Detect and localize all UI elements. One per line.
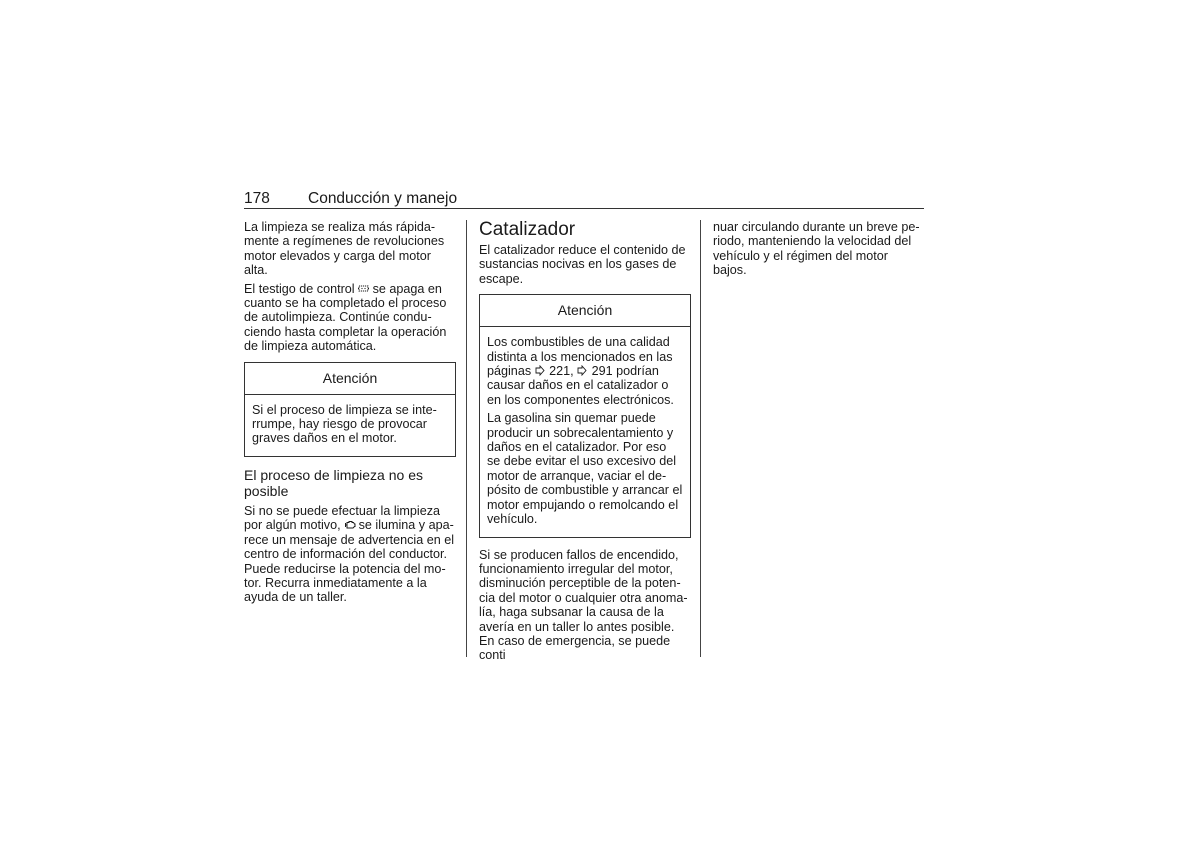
page-reference[interactable]: 221: [549, 364, 571, 379]
column-left: [244, 220, 456, 609]
attention-text: Si el proceso de limpieza se interrumpe, hay riesgo de provocar graves daños en el motor.: [252, 402, 437, 446]
page-number: 178: [244, 190, 270, 207]
paragraph: El catalizador reduce el contenido de sustancias nocivas en los gases de escape.: [479, 243, 686, 286]
attention-box-title: Atención: [480, 295, 690, 327]
section-title: Conducción y manejo: [308, 190, 458, 207]
engine-check-icon: [344, 519, 355, 530]
attention-box-body: [480, 327, 690, 536]
attention-text: La gasolina sin quemar puede producir un sobrecalentamiento y daños en el catalizador. Por eso se debe evitar el uso excesivo del motor de arranque, vaciar el depósito de combustible y arrancar el motor empujando o remolcando el vehículo.: [487, 411, 683, 527]
paragraph: La limpieza se realiza más rápidamente a regímenes de revoluciones motor elevados y carga del motor alta.: [244, 220, 445, 278]
attention-box: [479, 294, 691, 537]
column-divider: [466, 220, 467, 657]
section-heading: Catalizador: [479, 219, 576, 240]
attention-box-title: Atención: [245, 363, 455, 395]
paragraph: Si se producen fallos de encendido, funcionamiento irregular del motor, disminución perceptible de la potencia del motor o cualquier otra anomalía, haga subsanar la causa de la avería en un taller lo antes posible. En caso de emergencia, se puede conti: [479, 547, 688, 663]
attention-text: Los combustibles de una calidad distinta a los mencionados en las páginas 221, 291 podrían causar daños en el catalizador o en los componentes electrónicos.: [487, 335, 674, 407]
attention-box: [244, 362, 456, 457]
page-reference[interactable]: 291: [591, 364, 613, 379]
subheading: El proceso de limpieza no es posible: [244, 466, 423, 499]
column-divider: [700, 220, 701, 657]
page-reference-arrow-icon: [577, 365, 588, 376]
column-middle: [479, 220, 691, 667]
column-right: [713, 220, 925, 282]
page-header: [244, 189, 924, 209]
paragraph: nuar circulando durante un breve periodo, manteniendo la velocidad del vehículo y el régimen del motor bajos.: [713, 220, 920, 278]
page-reference-arrow-icon: [535, 365, 546, 376]
attention-box-body: [245, 395, 455, 456]
dpf-warning-icon: [358, 283, 369, 294]
paragraph: Si no se puede efectuar la limpieza por algún motivo, se ilumina y aparece un mensaje de advertencia en el centro de información del conductor. Puede reducirse la potencia del motor. Recurra inmediatamente a la ayuda de un taller.: [244, 503, 455, 605]
paragraph: El testigo de control se apaga en cuanto se ha completado el proceso de autolimpieza. Continúe conduciendo hasta completar la operación de limpieza automática.: [244, 281, 447, 354]
